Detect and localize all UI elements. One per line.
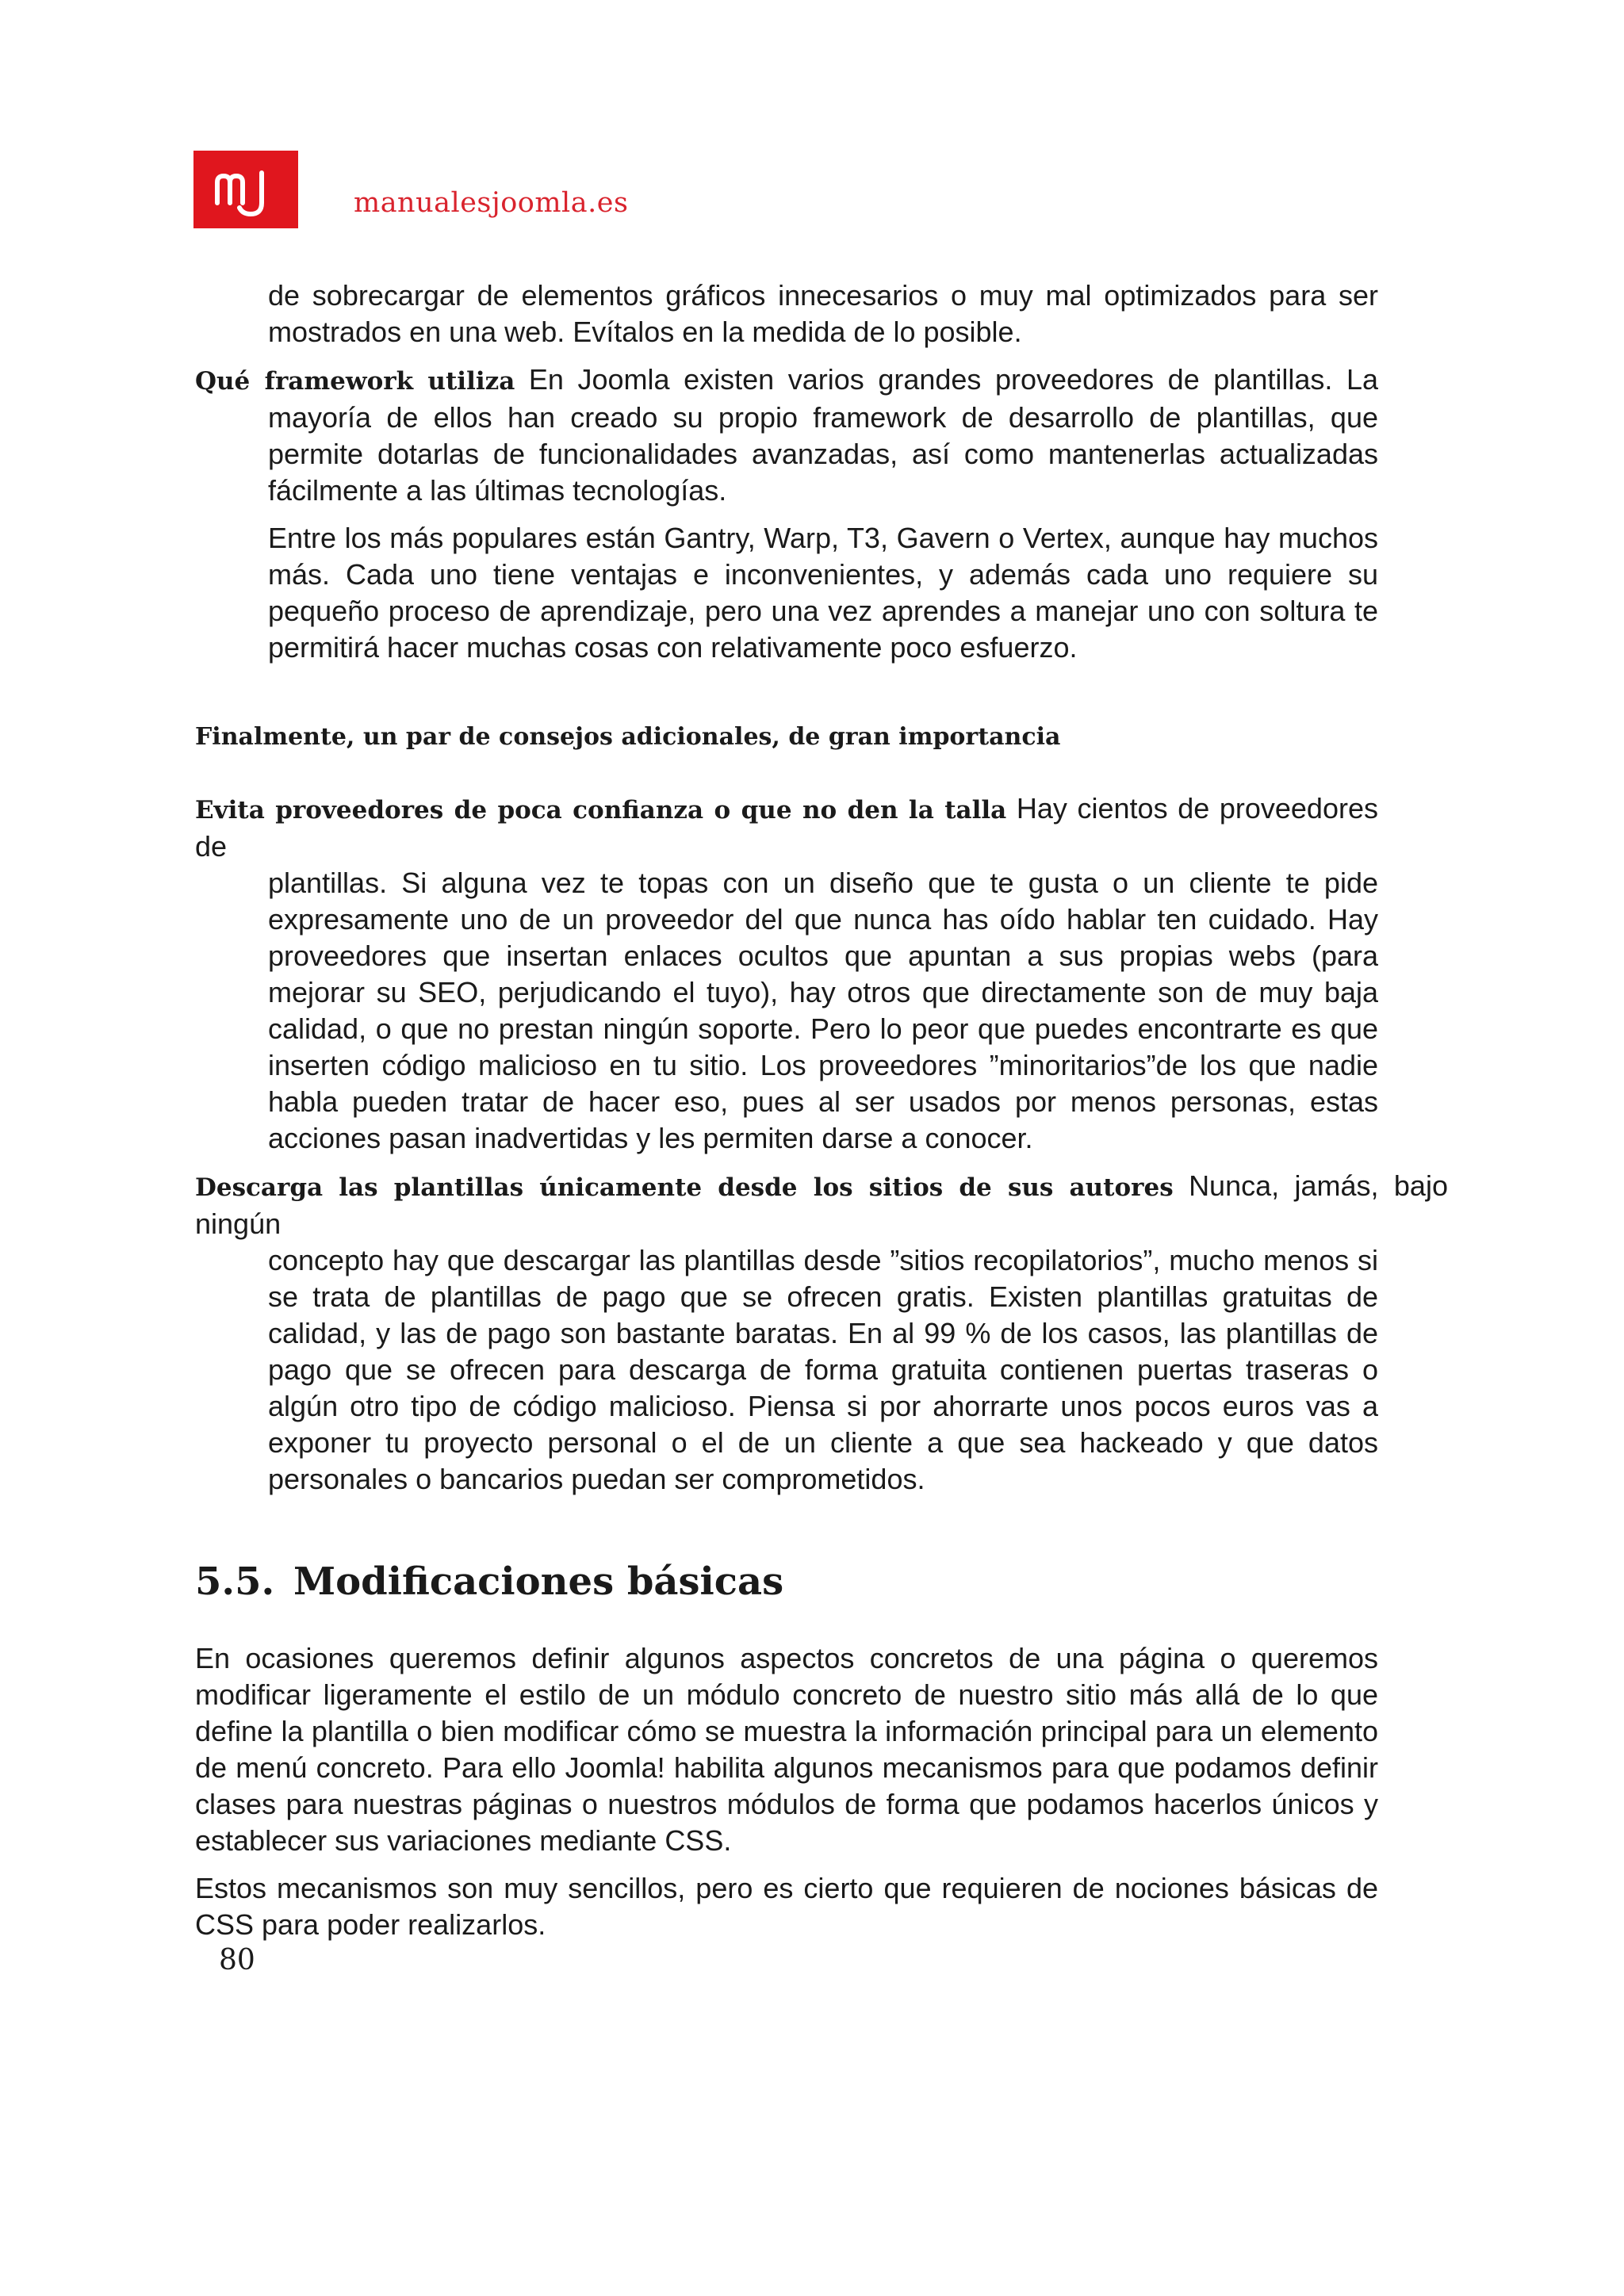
download-item — [195, 1168, 1448, 1498]
section-paragraph-1: En ocasiones queremos definir algunos aspectos concretos de una página o queremos modificar ligeramente el estilo de un módulo concreto de nuestro sitio más allá de lo que define la plantilla o bien modificar cómo se muestra la información principal para un elemento de menú concreto. Para ello Joomla! habilita algunos mecanismos para que podamos definir clases para nuestras páginas o nuestros módulos de forma que podamos hacerlos únicos y establecer sus variaciones mediante CSS. — [195, 1642, 1378, 1857]
framework-item-text: mayoría de ellos han creado su propio framework de desarrollo de plantillas, que permite dotarlas de funcionalidades avanzadas, así como mantenerlas actualizadas fácilmente a las últimas tecnologías. — [268, 401, 1378, 507]
site-logo — [193, 151, 298, 228]
providers-head-text: Hay cientos de proveedores de — [195, 792, 1378, 863]
framework-paragraph-2: Entre los más populares están Gantry, Warp, T3, Gavern o Vertex, aunque hay muchos más. Cada uno tiene ventajas e inconvenientes, y además cada uno requiere su pequeño proceso de aprendizaje, pero una vez aprendes a manejar uno con soltura te permitirá hacer muchas cosas con relativamente poco esfuerzo. — [268, 522, 1378, 664]
framework-item — [195, 362, 1385, 509]
download-head-text: Nunca, jamás, bajo ningún — [195, 1169, 1448, 1240]
intro-paragraph: de sobrecargar de elementos gráficos innecesarios o muy mal optimizados para ser mostrados en una web. Evítalos en la medida de lo posible. — [268, 279, 1378, 348]
download-item-head — [195, 1168, 1448, 1242]
tips-heading: Finalmente, un par de consejos adicionales, de gran importancia — [195, 723, 1061, 751]
section-paragraph-2: Estos mecanismos son muy sencillos, pero es cierto que requieren de nociones básicas de CSS para poder realizarlos. — [195, 1872, 1378, 1941]
site-name: manualesjoomla.es — [354, 187, 629, 219]
providers-item-head — [195, 790, 1378, 865]
download-term: Descarga las plantillas únicamente desde los sitios de sus autores — [195, 1173, 1174, 1202]
providers-item — [195, 790, 1385, 1157]
mj-logo-icon — [193, 151, 298, 228]
framework-item-head — [195, 362, 1378, 400]
page-content — [195, 277, 1448, 1943]
download-item-text: concepto hay que descargar las plantillas desde ”sitios recopilatorios”, mucho menos si se trata de plantillas de pago que se ofrecen gratis. Existen plantillas gratuitas de calidad, y las de pago son bastante baratas. En al 99 % de los casos, las plantillas de pago que se ofrecen para descarga de forma gratuita contienen puertas traseras o algún otro tipo de código malicioso. Piensa si por ahorrarte unos pocos euros vas a exponer tu proyecto personal o el de un cliente a que sea hackeado y que datos personales o bancarios puedan ser comprometidos. — [268, 1244, 1378, 1495]
providers-item-text: plantillas. Si alguna vez te topas con un diseño que te gusta o un cliente te pide expresamente uno de un proveedor del que nunca has oído hablar ten cuidado. Hay proveedores que insertan enlaces ocultos que apuntan a sus propias webs (para mejorar su SEO, perjudicando el tuyo), hay otros que directamente son de muy baja calidad, o que no prestan ningún soporte. Pero lo peor que puedes encontrarte es que inserten código malicioso en tu sitio. Los proveedores ”minoritarios”de los que nadie habla pueden tratar de hacer eso, pues al ser usados por menos personas, estas acciones pasan inadvertidas y les permiten darse a conocer. — [268, 867, 1378, 1154]
section-number: 5.5. — [195, 1559, 275, 1604]
framework-head-text: En Joomla existen varios grandes proveedores de plantillas. La — [528, 363, 1378, 396]
framework-term: Qué framework utiliza — [195, 367, 515, 396]
providers-term: Evita proveedores de poca confianza o que no den la talla — [195, 796, 1007, 825]
section-title: Modificaciones básicas — [293, 1559, 784, 1604]
section-heading — [195, 1559, 1385, 1604]
page-number: 80 — [219, 1944, 255, 1976]
